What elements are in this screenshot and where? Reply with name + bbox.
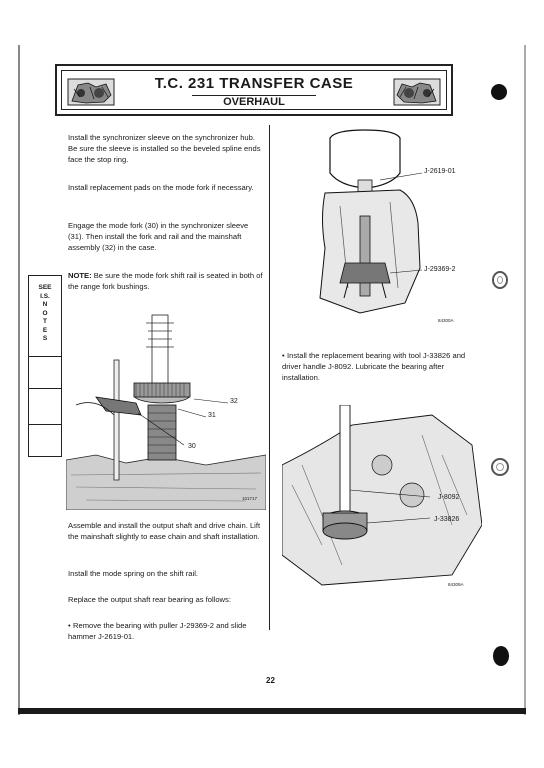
bullet-install-bearing: • Install the replacement bearing with tool J-33826 and driver handle J-8092. Lubricate the bearing after installation. — [282, 351, 466, 382]
page-number: 22 — [266, 676, 275, 685]
instruction-replace-bearing: Replace the output shaft rear bearing as follows: — [68, 595, 231, 604]
sidebar-notes-label: SEE I.S. N O T E S — [38, 284, 52, 342]
sidebar-divider — [29, 424, 61, 425]
callout-mode-fork: 30 — [188, 443, 196, 450]
note-label: NOTE: — [68, 271, 92, 280]
bullet-install-bearing-text: Install the replacement bearing with tool J-33826 and driver handle J-8092. Lubricate the bearing after installation. — [282, 351, 466, 382]
binder-hole-icon — [492, 271, 508, 289]
column-divider — [269, 125, 270, 630]
instruction-mode-spring: Install the mode spring on the shift rail. — [68, 569, 199, 578]
instruction-engage-mode-fork: Engage the mode fork (30) in the synchronizer sleeve (31). Then install the fork and rail and the mainshaft assembly (32) in the case. — [68, 221, 249, 252]
sidebar-divider — [29, 388, 61, 389]
bullet-remove-bearing: • Remove the bearing with puller J-29369-2 and slide hammer J-2619-01. — [68, 621, 247, 641]
page-edge-left — [18, 45, 20, 715]
see-is-notes-sidebar — [28, 275, 62, 457]
figure-code: 101717 — [242, 496, 258, 501]
bearing-puller-figure — [290, 128, 480, 330]
page-title: T.C. 231 TRANSFER CASE — [154, 75, 354, 92]
callout-synchronizer-sleeve: 31 — [208, 412, 216, 419]
mainshaft-installation-figure — [66, 305, 266, 510]
page-edge-bottom — [18, 708, 526, 714]
figure-code: 84309A — [448, 582, 464, 587]
instruction-mode-fork-pads: Install replacement pads on the mode fork if necessary. — [68, 183, 254, 192]
callout-slide-hammer: J-2619-01 — [424, 168, 456, 175]
callout-mainshaft: 32 — [230, 398, 238, 405]
bullet-remove-bearing-text: Remove the bearing with puller J-29369-2 and slide hammer J-2619-01. — [68, 621, 247, 641]
binder-hole-icon — [491, 458, 509, 476]
page-edge-right — [524, 45, 526, 715]
callout-installer: J-33826 — [434, 516, 460, 523]
callout-puller: J-29369-2 — [424, 266, 456, 273]
instruction-output-shaft: Assemble and install the output shaft and drive chain. Lift the mainshaft slightly to ease chain and shaft installation. — [68, 521, 261, 541]
binder-hole-icon — [493, 646, 509, 666]
instruction-synchronizer-sleeve: Install the synchronizer sleeve on the synchronizer hub. Be sure the sleeve is installed so the beveled spline ends face the stop ring. — [68, 133, 261, 164]
note-text: Be sure the mode fork shift rail is seated in both of the range fork bushings. — [68, 271, 263, 291]
sidebar-divider — [29, 356, 61, 357]
page-subtitle: OVERHAUL — [192, 95, 316, 110]
page-header — [55, 64, 453, 116]
callout-driver-handle: J-8092 — [438, 494, 460, 501]
binder-hole-icon — [491, 84, 507, 100]
figure-code: 84300A — [438, 318, 454, 323]
transfer-case-emblem-right — [392, 75, 442, 109]
note-paragraph — [68, 270, 264, 292]
header-inner-frame — [61, 70, 447, 110]
